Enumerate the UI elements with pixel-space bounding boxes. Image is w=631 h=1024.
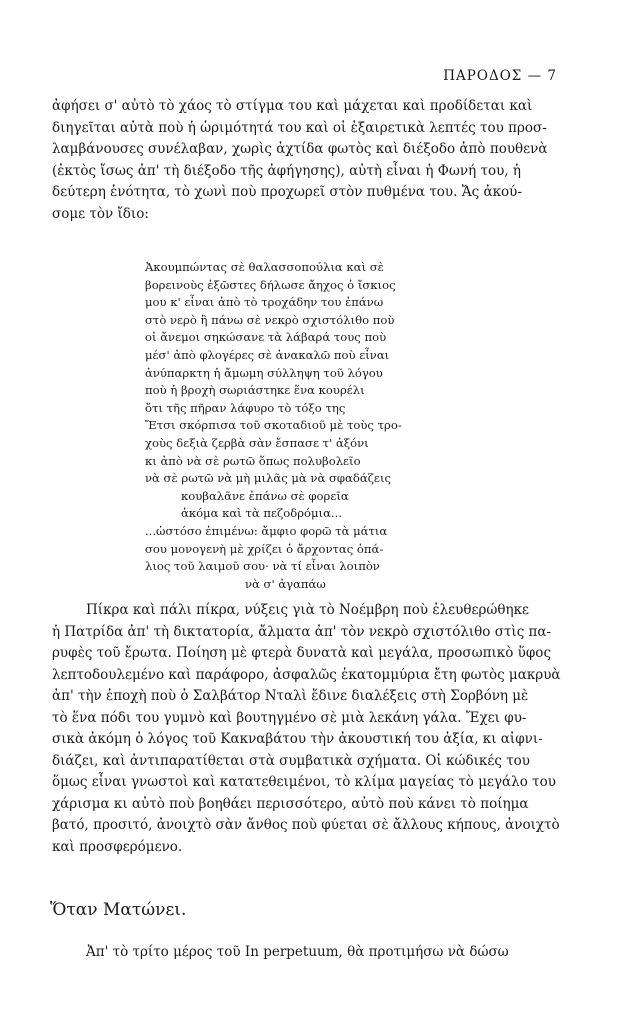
text-line: ὅμως εἶναι γνωστοὶ καὶ κατατεθειμένοι, τὸ κλίμα μαγείας τὸ μεγάλο του <box>52 774 556 790</box>
poem-line: νὰ σὲ ρωτῶ νὰ μὴ μιλᾶς μὰ νὰ σφαδάζεις <box>145 471 391 486</box>
text-line: βατό, προσιτό, ἀνοιχτὸ σὰν ἄνθος ποὺ φύεται σὲ ἄλλους κήπους, ἀνοιχτὸ <box>52 817 560 833</box>
poem-line: Ἀκουμπώντας σὲ θαλασσοπούλια καὶ σὲ <box>145 260 384 274</box>
text-line: διηγεῖται αὐτὰ ποὺ ἡ ὡριμότητά του καὶ οἱ ἐξαιρετικὰ λεπτές του προσ- <box>52 119 547 136</box>
text-line: δεύτερη ἑνότητα, τὸ χωνὶ ποὺ προχωρεῖ στὸν πυθμένα του. Ἄς ἀκού- <box>52 184 522 200</box>
paragraph-next <box>52 942 572 964</box>
poem-excerpt <box>145 259 465 593</box>
text-line: τὸ ἕνα πόδι του γυμνὸ καὶ βουτηγμένο σὲ μιὰ λεκάνη γάλα. Ἔχει φυ- <box>52 709 527 726</box>
poem-line: μου κ' εἶναι ἀπὸ τὸ τροχάδην του ἐπάνω <box>145 295 384 310</box>
poem-line: λιος τοῦ λαιμοῦ σου· νὰ τί εἶναι λοιπὸν <box>145 559 380 574</box>
poem-line: νὰ σ' ἀγαπάω <box>245 576 326 591</box>
text-line: διάζει, καὶ ἀντιπαρατίθεται στὰ συμβατικὰ σχήματα. Οἱ κώδικές του <box>52 752 531 769</box>
poem-line: μέσ' ἀπὸ φλογέρες σὲ ἀνακαλῶ ποὺ εἶναι <box>145 347 390 362</box>
running-header: ΠΑΡΟΔΟΣ — 7 <box>443 68 557 84</box>
poem-line: σου μονογενὴ μὲ χρίζει ὁ ἄρχοντας ὁπά- <box>145 541 384 556</box>
text-line: ἀπ' τὴν ἐποχὴ ποὺ ὁ Σαλβάτορ Νταλὶ ἔδινε διαλέξεις στὴ Σορβόνη μὲ <box>52 688 529 704</box>
poem-line: βορεινοὺς ἐξῶστες δήλωσε ἄηχος ὁ ἴσκιος <box>145 277 396 292</box>
poem-line: χοὺς δεξιὰ ζερβὰ σὰν ἔσπασε τ' ἀξόνι <box>145 435 369 450</box>
text-line: ἀφήσει σ' αὐτὸ τὸ χάος τὸ στίγμα του καὶ μάχεται καὶ προδίδεται καὶ <box>52 98 533 114</box>
section-heading: Ὅταν Ματώνει. <box>50 900 187 920</box>
text-line: ἡ Πατρίδα ἀπ' τὴ δικτατορία, ἄλματα ἀπ' τὸν νεκρὸ σχιστόλιθο στὶς πα- <box>52 623 552 640</box>
text-line: Πίκρα καὶ πάλι πίκρα, νύξεις γιὰ τὸ Νοέμβρη ποὺ ἐλευθερώθηκε <box>86 602 530 618</box>
text-line: λαμβάνουσες συνέλαβαν, χωρὶς ἀχτίδα φωτὸς καὶ διέξοδο ἀπὸ πουθενὰ <box>52 141 548 157</box>
poem-line: ἀνύπαρκτη ἡ ἄμωμη σύλληψη τοῦ λόγου <box>145 365 383 380</box>
poem-line: Ἔτσι σκόρπισα τοῦ σκοταδιοῦ μὲ τοὺς τρο- <box>145 418 402 433</box>
text-line: λεπτοδουλεμένο καὶ παράφορο, ἀσφαλῶς ἑκατομμύρια ἔτη φωτὸς μακρυὰ <box>52 666 561 683</box>
text-line: ρυφὲς τοῦ ἔρωτα. Ποίηση μὲ φτερὰ δυνατὰ καὶ μεγάλα, προσωπικὸ ὕφος <box>52 645 551 661</box>
poem-line: ποὺ ἡ βροχὴ σωριάστηκε ἕνα κουρέλι <box>145 383 365 398</box>
poem-line: κουβαλᾶνε ἐπάνω σὲ φορεῖα <box>181 488 349 503</box>
text-line: σομε τὸν ἴδιο: <box>52 205 149 222</box>
paragraph-commentary <box>52 600 572 858</box>
text-line: καὶ προσφερόμενο. <box>52 838 183 855</box>
poem-line: κι ἀπὸ νὰ σὲ ρωτῶ ὅπως πολυβολεῖο <box>145 453 361 468</box>
poem-line: οἱ ἄνεμοι σηκώσανε τὰ λάβαρά τους ποὺ <box>145 330 387 345</box>
poem-line: ἀκόμα καὶ τὰ πεζοδρόμια... <box>181 506 342 521</box>
poem-line: στὸ νερὸ ἢ πάνω σὲ νεκρὸ σχιστόλιθο ποὺ <box>145 312 395 327</box>
text-line: Ἀπ' τὸ τρίτο μέρος τοῦ In perpetuum, θὰ προτιμήσω νὰ δώσω <box>86 944 509 960</box>
text-line: σικὰ ἀκόμη ὁ λόγος τοῦ Κακναβάτου τὴν ἀκουστική του ἀξία, κι αἰφνι- <box>52 731 543 747</box>
text-line: (ἐκτὸς ἴσως ἀπ' τὴ διέξοδο τῆς ἀφήγησης), αὐτὴ εἶναι ἡ Φωνή του, ἡ <box>52 162 521 179</box>
poem-line: ...ὡστόσο ἐπιμένω: ἄμφιο φορῶ τὰ μάτια <box>145 523 388 538</box>
text-line: χάρισμα κι αὐτὸ ποὺ βοηθάει περισσότερο, αὐτὸ ποὺ κάνει τὸ ποίημα <box>52 795 529 812</box>
paragraph-intro <box>52 96 572 225</box>
poem-line: ὅτι τῆς πῆραν λάφυρο τὸ τόξο της <box>145 400 346 415</box>
